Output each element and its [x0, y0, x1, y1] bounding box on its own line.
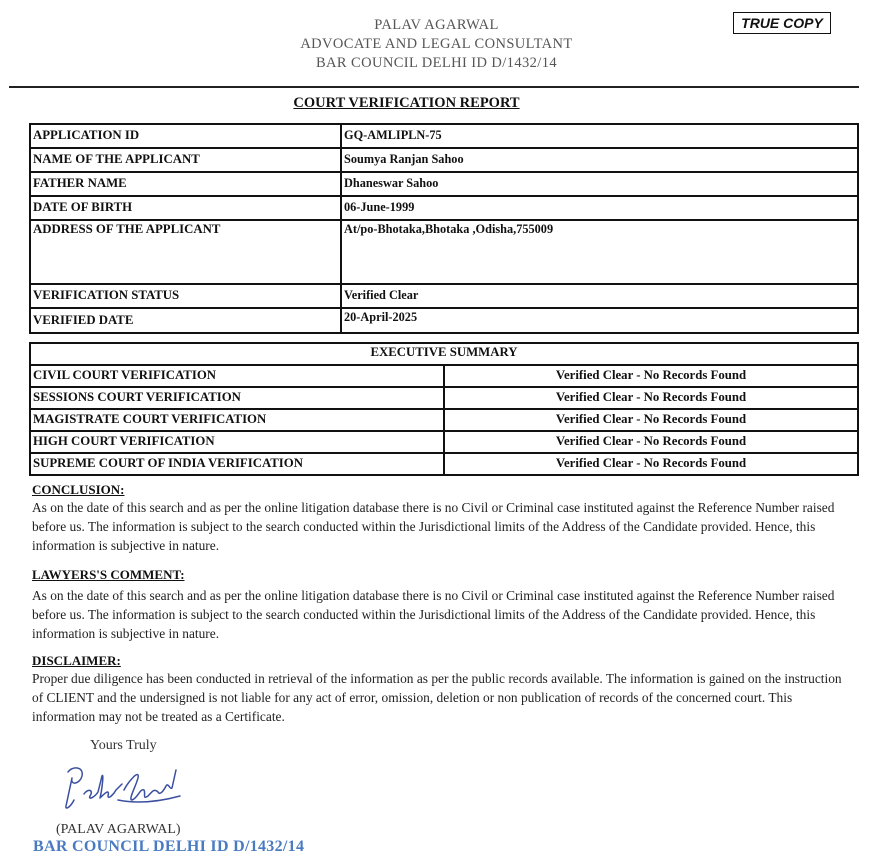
- table-row: [30, 453, 858, 475]
- lawyers-comment-text: As on the date of this search and as per the online litigation database there is no Civil or Criminal case instituted against the Reference Number raised before us. The information is subject to the search conducted within the Jurisdictional limits of the Address of the Candidate provided. Hence, this information is subjective in nature.: [32, 588, 835, 641]
- table-row: [30, 387, 858, 409]
- letterhead-name: PALAV AGARWAL: [374, 17, 499, 33]
- conclusion-heading: CONCLUSION:: [32, 482, 125, 497]
- detail-label: APPLICATION ID: [30, 124, 341, 148]
- signature: [58, 760, 188, 821]
- summary-label: CIVIL COURT VERIFICATION: [30, 365, 444, 387]
- signature-image: [58, 760, 188, 816]
- letterhead-designation: ADVOCATE AND LEGAL CONSULTANT: [300, 36, 573, 52]
- table-row: [30, 196, 858, 220]
- summary-label: SUPREME COURT OF INDIA VERIFICATION: [30, 453, 444, 475]
- signatory-name: (PALAV AGARWAL): [56, 822, 181, 837]
- table-row: [30, 284, 858, 308]
- summary-label: HIGH COURT VERIFICATION: [30, 431, 444, 453]
- lawyers-comment-heading: LAWYERS'S COMMENT:: [32, 567, 185, 582]
- table-row: [30, 409, 858, 431]
- detail-label: VERIFIED DATE: [30, 308, 341, 333]
- detail-label: NAME OF THE APPLICANT: [30, 148, 341, 172]
- detail-label: VERIFICATION STATUS: [30, 284, 341, 308]
- detail-value: 20-April-2025: [341, 308, 858, 333]
- detail-value: Verified Clear: [341, 284, 858, 308]
- detail-value: 06-June-1999: [341, 196, 858, 220]
- summary-value: Verified Clear - No Records Found: [444, 365, 858, 387]
- table-row: [30, 220, 858, 284]
- true-copy-stamp: TRUE COPY: [733, 12, 831, 34]
- table-row: [30, 148, 858, 172]
- detail-label: DATE OF BIRTH: [30, 196, 341, 220]
- detail-label: ADDRESS OF THE APPLICANT: [30, 220, 341, 284]
- executive-summary-heading: EXECUTIVE SUMMARY: [30, 343, 858, 365]
- table-row: [30, 124, 858, 148]
- summary-label: MAGISTRATE COURT VERIFICATION: [30, 409, 444, 431]
- summary-value: Verified Clear - No Records Found: [444, 431, 858, 453]
- table-row: [30, 365, 858, 387]
- closing-salutation: Yours Truly: [90, 738, 157, 753]
- table-row: [30, 308, 858, 333]
- report-title: COURT VERIFICATION REPORT: [293, 95, 520, 111]
- summary-value: Verified Clear - No Records Found: [444, 453, 858, 475]
- detail-value: Dhaneswar Sahoo: [341, 172, 858, 196]
- detail-value: Soumya Ranjan Sahoo: [341, 148, 858, 172]
- disclaimer-text: Proper due diligence has been conducted in retrieval of the information as per the public records available. The information is gained on the instruction of CLIENT and the undersigned is not liable for any act of error, omission, deletion or non publication of records of the concerned court. This information may not be treated as a Certificate.: [32, 671, 842, 724]
- summary-value: Verified Clear - No Records Found: [444, 387, 858, 409]
- disclaimer-heading: DISCLAIMER:: [32, 653, 121, 668]
- summary-label: SESSIONS COURT VERIFICATION: [30, 387, 444, 409]
- letterhead-bar-id: BAR COUNCIL DELHI ID D/1432/14: [315, 55, 558, 71]
- executive-summary-table: [29, 342, 859, 476]
- table-row: [30, 431, 858, 453]
- detail-value: At/po-Bhotaka,Bhotaka ,Odisha,755009: [341, 220, 858, 284]
- applicant-details-table: [29, 123, 859, 334]
- signatory-bar-id: BAR COUNCIL DELHI ID D/1432/14: [33, 838, 305, 855]
- conclusion-text: As on the date of this search and as per the online litigation database there is no Civil or Criminal case instituted against the Reference Number raised before us. The information is subject to the search conducted within the Jurisdictional limits of the Address of the Candidate provided. Hence, this information is subjective in nature.: [32, 500, 835, 553]
- detail-value: GQ-AMLIPLN-75: [341, 124, 858, 148]
- summary-value: Verified Clear - No Records Found: [444, 409, 858, 431]
- header-divider: [9, 86, 859, 88]
- detail-label: FATHER NAME: [30, 172, 341, 196]
- table-row: [30, 343, 858, 365]
- table-row: [30, 172, 858, 196]
